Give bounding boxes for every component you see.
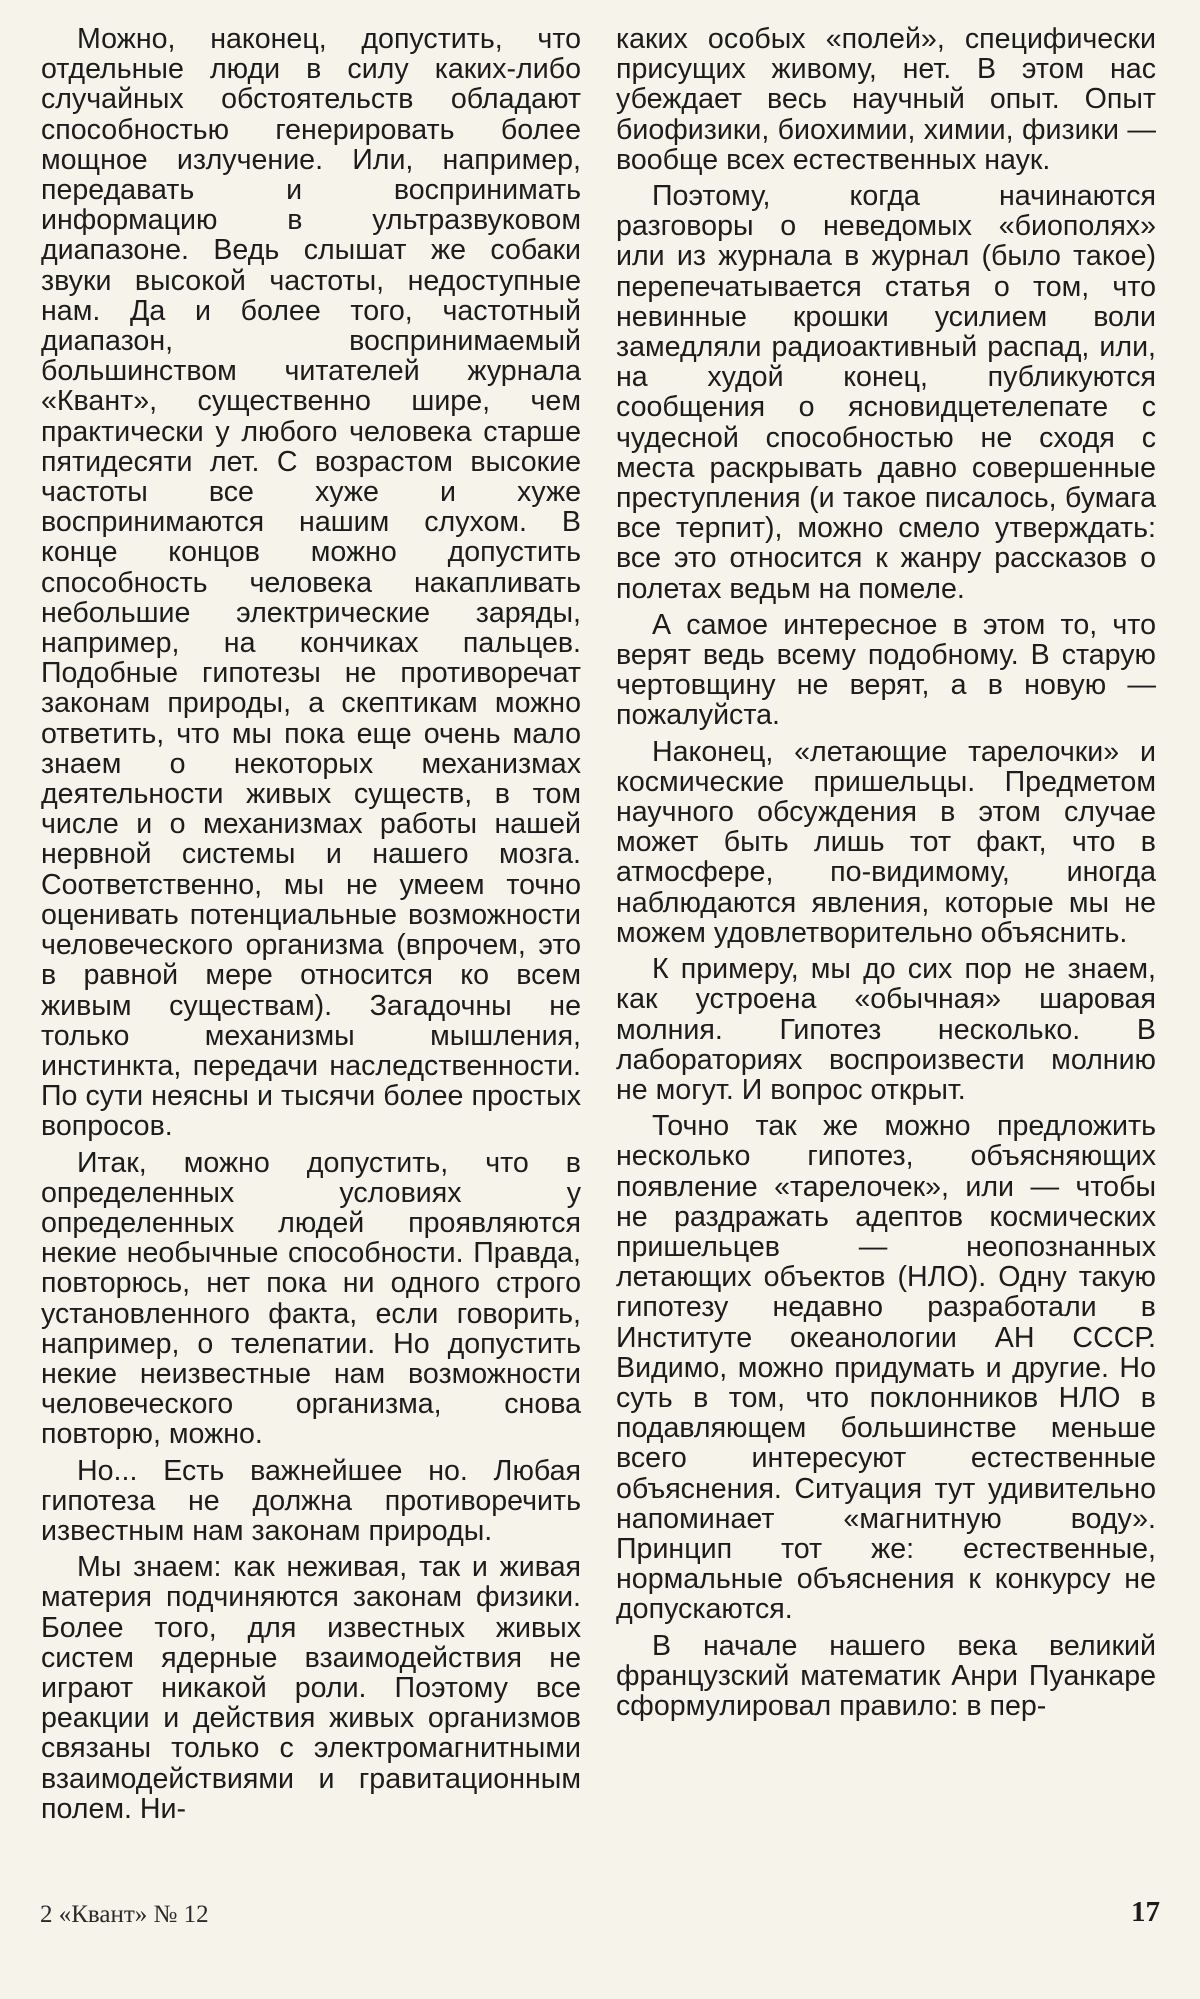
paragraph: А самое интересное в этом то, что верят ведь всему подобному. В старую чертовщину не верят, а в новую — пожалуйста. xyxy=(616,608,1156,732)
paragraph: К примеру, мы до сих пор не знаем, как устроена «обычная» шаровая молния. Гипотез несколько. В лабораториях воспроизвести молнию не могут. И вопрос открыт. xyxy=(616,953,1156,1106)
left-text-column xyxy=(41,24,581,1824)
paragraph: Мы знаем: как неживая, так и живая материя подчиняются законам физики. Более того, для известных живых систем ядерные взаимодействия не играют никакой роли. Поэтому все реакции и действия живых организмов связаны только с электромагнитными взаимодействиями и гравитационным полем. Ни- xyxy=(41,1551,581,1825)
paragraph: Поэтому, когда начинаются разговоры о неведомых «биополях» или из журнала в журнал (было такое) перепечатывается статья о том, что невинные крошки усилием воли замедляли радиоактивный распад, или, на худой конец, публикуются сообщения о ясновидцетелепате с чудесной способностью не сходя с места раскрывать давно совершенные преступления (и такое писалось, бумага все терпит), можно смело утверждать: все это относится к жанру рассказов о полетах ведьм на помеле. xyxy=(616,180,1156,605)
signature-mark: 2 «Квант» № 12 xyxy=(40,1901,209,1928)
paragraph: Можно, наконец, допустить, что отдельные люди в силу каких-либо случайных обстоятельств обладают способностью генерировать более мощное излучение. Или, например, передавать и воспринимать информацию в ультразвуковом диапазоне. Ведь слышат же собаки звуки высокой частоты, недоступные нам. Да и более того, частотный диапазон, воспринимаемый большинством читателей журнала «Квант», существенно шире, чем практически у любого человека старше пятидесяти лет. С возрастом высокие частоты все хуже и хуже воспринимаются нашим слухом. В конце концов можно допустить способность человека накапливать небольшие электрические заряды, например, на кончиках пальцев. Подобные гипотезы не противоречат законам природы, а скептикам можно ответить, что мы пока еще очень мало знаем о некоторых механизмах деятельности живых существ, в том числе и о механизмах работы нашей нервной системы и нашего мозга. Соответственно, мы не умеем точно оценивать потенциальные возможности человеческого организма (впрочем, это в равной мере относится ко всем живым существам). Загадочны не только механизмы мышления, инстинкта, передачи наследственности. По сути неясны и тысячи более простых вопросов. xyxy=(41,23,581,1143)
page-number: 17 xyxy=(1131,1896,1160,1928)
paragraph: Итак, можно допустить, что в определенных условиях у определенных людей проявляются некие необычные способности. Правда, повторюсь, нет пока ни одного строго установленного факта, если говорить, например, о телепатии. Но допустить некие неизвестные нам возможности человеческого организма, снова повторю, можно. xyxy=(41,1146,581,1451)
paragraph: Точно так же можно предложить несколько гипотез, объясняющих появление «тарелочек», или — чтобы не раздражать адептов космических пришельцев — неопознанных летающих объектов (НЛО). Одну такую гипотезу недавно разработали в Институте океанологии АН СССР. Видимо, можно придумать и другие. Но суть в том, что поклонников НЛО в подавляющем большинстве меньше всего интересуют естественные объяснения. Ситуация тут удивительно напоминает «магнитную воду». Принцип тот же: естественные, нормальные объяснения к конкурсу не допускаются. xyxy=(616,1110,1156,1626)
right-text-column xyxy=(616,24,1156,1721)
paragraph-continuation: каких особых «полей», специфически присущих живому, нет. В этом нас убеждает весь научный опыт. Опыт биофизики, биохимии, химии, физики — вообще всех естественных наук. xyxy=(616,23,1156,176)
paragraph: В начале нашего века великий французский математик Анри Пуанкаре сформулировал правило: в пер- xyxy=(616,1629,1156,1722)
paragraph: Но... Есть важнейшее но. Любая гипотеза не должна противоречить известным нам законам природы. xyxy=(41,1454,581,1547)
paragraph: Наконец, «летающие тарелочки» и космические пришельцы. Предметом научного обсуждения в этом случае может быть лишь тот факт, что в атмосфере, по-видимому, иногда наблюдаются явления, которые мы не можем удовлетворительно объяснить. xyxy=(616,735,1156,949)
